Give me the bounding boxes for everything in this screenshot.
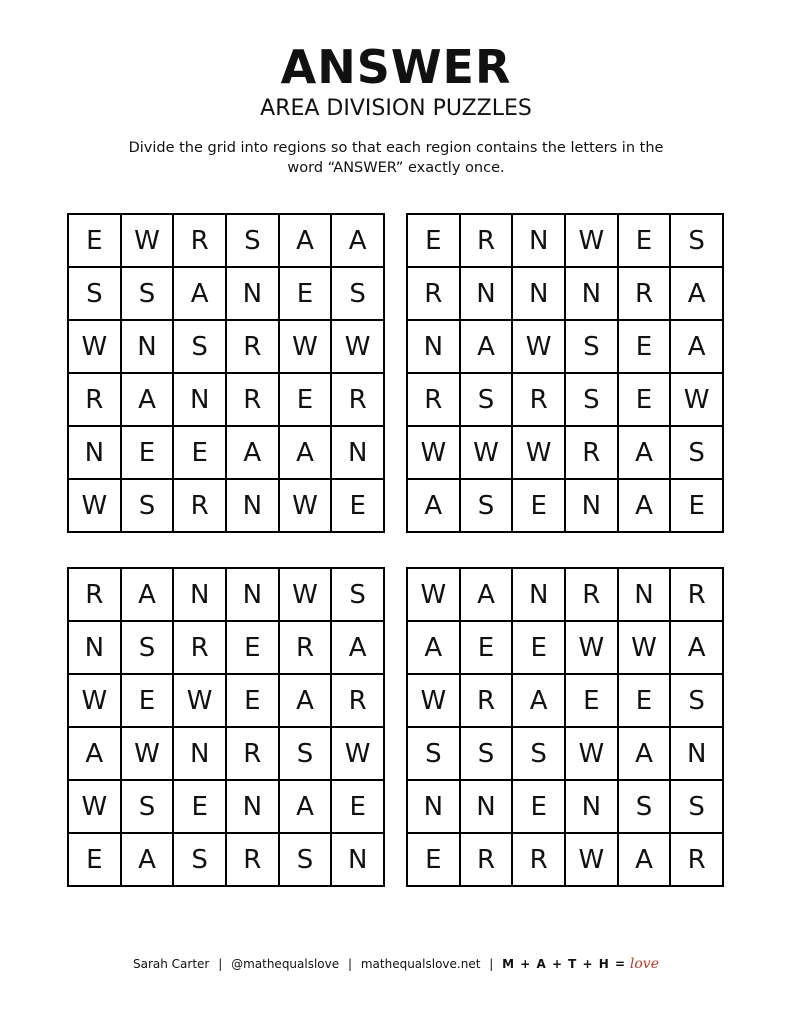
grid-cell: S — [68, 267, 121, 320]
grid-cell: A — [407, 479, 460, 532]
grid-cell: N — [173, 568, 226, 621]
grid-cell: N — [331, 833, 384, 886]
grid-cell: S — [121, 267, 174, 320]
grid-cell: R — [68, 568, 121, 621]
grid-cell: S — [670, 426, 723, 479]
grid-cell: E — [279, 373, 332, 426]
grid-cell: E — [121, 674, 174, 727]
grid-cell: S — [670, 674, 723, 727]
grid-cell: A — [279, 674, 332, 727]
instructions-line-1: Divide the grid into regions so that each region contains the letters in the — [128, 140, 664, 156]
footer-separator: | — [347, 957, 353, 971]
grid-cell: N — [565, 479, 618, 532]
grid-cell: E — [68, 214, 121, 267]
grid-cell: S — [670, 780, 723, 833]
grid-cell: S — [331, 267, 384, 320]
grid-cell: W — [460, 426, 513, 479]
grid-cell: N — [460, 267, 513, 320]
footer — [0, 956, 792, 972]
grid-cell: S — [460, 727, 513, 780]
grid-cell: E — [226, 674, 279, 727]
grid-cell: N — [512, 267, 565, 320]
grid-cell: W — [407, 674, 460, 727]
grid-cell: E — [407, 833, 460, 886]
grid-cell: R — [407, 267, 460, 320]
grid-cell: E — [173, 780, 226, 833]
grid-cell: W — [512, 426, 565, 479]
grid-cell: N — [512, 568, 565, 621]
grid-cell: R — [68, 373, 121, 426]
grid-cell: R — [460, 833, 513, 886]
grid-cell: S — [279, 727, 332, 780]
grid-cell: S — [618, 780, 671, 833]
grid-cell: S — [173, 320, 226, 373]
grid-cell: R — [460, 674, 513, 727]
grid-cell: R — [331, 373, 384, 426]
grid-cell: A — [460, 568, 513, 621]
footer-site: mathequalslove.net — [360, 957, 481, 971]
grid-cell: W — [670, 373, 723, 426]
grid-cell: R — [565, 426, 618, 479]
footer-handle: @mathequalslove — [231, 957, 340, 971]
puzzle-grid-3 — [67, 567, 385, 887]
instructions-line-2: word “ANSWER” exactly once. — [287, 160, 505, 176]
grid-cell: S — [460, 479, 513, 532]
grid-cell: R — [173, 214, 226, 267]
grid-cell: A — [226, 426, 279, 479]
grid-cell: W — [121, 214, 174, 267]
grid-cell: A — [407, 621, 460, 674]
grid-cell: A — [618, 833, 671, 886]
footer-separator: | — [218, 957, 223, 971]
grid-cell: S — [226, 214, 279, 267]
grid-cell: W — [68, 780, 121, 833]
page-subtitle: AREA DIVISION PUZZLES — [260, 96, 532, 121]
grid-cell: N — [565, 780, 618, 833]
grid-cell: A — [670, 320, 723, 373]
grid-cell: R — [512, 833, 565, 886]
grid-cell: S — [565, 373, 618, 426]
grid-cell: N — [460, 780, 513, 833]
grid-cell: W — [618, 621, 671, 674]
grid-cell: E — [331, 479, 384, 532]
grid-cell: R — [226, 320, 279, 373]
footer-separator: | — [489, 957, 494, 971]
grid-cell: S — [460, 373, 513, 426]
grid-cell: S — [279, 833, 332, 886]
grid-cell: E — [512, 479, 565, 532]
footer-author: Sarah Carter — [133, 957, 210, 971]
grid-cell: E — [618, 674, 671, 727]
grid-cell: R — [173, 479, 226, 532]
grid-cell: E — [512, 621, 565, 674]
grid-cell: N — [68, 621, 121, 674]
grid-cell: A — [279, 214, 332, 267]
grid-cell: W — [565, 214, 618, 267]
grid-cell: E — [512, 780, 565, 833]
puzzle-grid-2 — [406, 213, 724, 533]
grid-cell: E — [618, 320, 671, 373]
grid-cell: N — [407, 780, 460, 833]
grid-cell: E — [407, 214, 460, 267]
grid-cell: R — [618, 267, 671, 320]
grid-cell: R — [173, 621, 226, 674]
grid-cell: N — [331, 426, 384, 479]
grid-cell: A — [460, 320, 513, 373]
grid-cell: W — [279, 479, 332, 532]
grid-cell: W — [331, 320, 384, 373]
grid-cell: R — [226, 373, 279, 426]
grid-cell: W — [121, 727, 174, 780]
grid-cell: W — [173, 674, 226, 727]
grid-cell: N — [407, 320, 460, 373]
grid-cell: W — [68, 479, 121, 532]
grid-cell: N — [226, 568, 279, 621]
grid-cell: W — [512, 320, 565, 373]
grid-cell: W — [565, 621, 618, 674]
grid-cell: W — [331, 727, 384, 780]
instructions — [96, 138, 696, 178]
grid-cell: N — [173, 727, 226, 780]
grid-cell: R — [226, 833, 279, 886]
grid-cell: W — [68, 320, 121, 373]
grid-cell: E — [670, 479, 723, 532]
grid-cell: S — [121, 780, 174, 833]
grid-cell: E — [173, 426, 226, 479]
footer-logo-love: love — [629, 956, 659, 972]
grid-cell: R — [670, 833, 723, 886]
grid-cell: A — [512, 674, 565, 727]
grid-cell: A — [121, 568, 174, 621]
grid-cell: E — [279, 267, 332, 320]
grid-cell: A — [68, 727, 121, 780]
grid-cell: R — [407, 373, 460, 426]
grid-cell: R — [512, 373, 565, 426]
grid-cell: S — [331, 568, 384, 621]
grid-cell: S — [670, 214, 723, 267]
grid-cell: A — [618, 479, 671, 532]
footer-logo: M + A + T + H = — [502, 957, 627, 971]
grid-cell: N — [618, 568, 671, 621]
grid-cell: W — [565, 727, 618, 780]
grid-cell: N — [173, 373, 226, 426]
page-title: ANSWER — [280, 40, 512, 94]
puzzle-grid-1 — [67, 213, 385, 533]
grid-cell: R — [565, 568, 618, 621]
grid-cell: A — [618, 727, 671, 780]
grid-cell: E — [618, 214, 671, 267]
grid-cell: N — [121, 320, 174, 373]
grid-cell: W — [68, 674, 121, 727]
grid-cell: A — [121, 373, 174, 426]
grid-cell: R — [279, 621, 332, 674]
grid-cell: W — [407, 426, 460, 479]
grid-cell: A — [618, 426, 671, 479]
grid-cell: R — [670, 568, 723, 621]
grid-cell: E — [68, 833, 121, 886]
grid-cell: R — [460, 214, 513, 267]
grid-cell: S — [407, 727, 460, 780]
grid-cell: R — [331, 674, 384, 727]
grid-cell: A — [121, 833, 174, 886]
grid-cell: N — [226, 267, 279, 320]
grid-cell: S — [512, 727, 565, 780]
grid-cell: N — [68, 426, 121, 479]
grid-cell: A — [331, 214, 384, 267]
grid-cell: A — [279, 426, 332, 479]
grid-cell: S — [173, 833, 226, 886]
puzzle-grid-4 — [406, 567, 724, 887]
grid-cell: N — [565, 267, 618, 320]
grid-cell: N — [512, 214, 565, 267]
grid-cell: S — [565, 320, 618, 373]
grid-cell: E — [460, 621, 513, 674]
grid-cell: W — [565, 833, 618, 886]
grid-cell: N — [670, 727, 723, 780]
grid-cell: W — [407, 568, 460, 621]
grid-cell: A — [279, 780, 332, 833]
grid-cell: W — [279, 568, 332, 621]
grid-cell: A — [173, 267, 226, 320]
grid-cell: A — [331, 621, 384, 674]
grid-cell: E — [226, 621, 279, 674]
grid-cell: E — [618, 373, 671, 426]
grid-cell: E — [565, 674, 618, 727]
grid-cell: S — [121, 479, 174, 532]
grid-cell: A — [670, 621, 723, 674]
grid-cell: R — [226, 727, 279, 780]
grid-cell: E — [331, 780, 384, 833]
grid-cell: A — [670, 267, 723, 320]
grid-cell: E — [121, 426, 174, 479]
grid-cell: W — [279, 320, 332, 373]
grid-cell: N — [226, 780, 279, 833]
grid-cell: S — [121, 621, 174, 674]
grid-cell: N — [226, 479, 279, 532]
